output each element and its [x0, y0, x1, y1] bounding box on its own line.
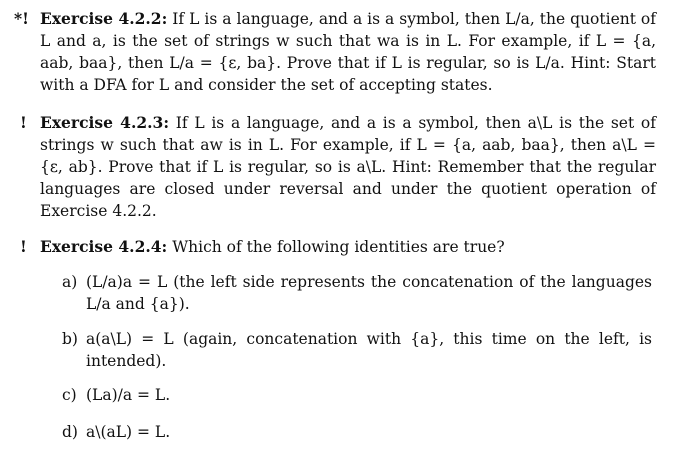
exercise-4-2-3	[14, 112, 656, 222]
exercise-body	[40, 112, 656, 222]
item-label: d)	[62, 423, 78, 441]
item-label: c)	[62, 386, 77, 404]
difficulty-mark: *!	[14, 9, 29, 28]
list-item	[62, 384, 652, 406]
item-text: a(a\L) = L (again, concatenation with {a}, this time on the left, is intended).	[86, 330, 652, 370]
item-text: (L/a)a = L (the left side represents the concatenation of the languages L/a and {a}).	[86, 273, 652, 313]
exercise-text: Which of the following identities are true?	[172, 238, 505, 256]
list-item	[62, 271, 652, 315]
exercise-text: If L is a language, and a is a symbol, then L/a, the quotient of L and a, is the set of strings w such that wa is in L. For example, if L = {a, aab, baa}, then L/a = {ε, ba}. Prove that if L is regular, so is L/a. Hint: Start with a DFA for L and consider the set of accepting states.	[40, 10, 656, 94]
exercise-body	[40, 236, 656, 258]
item-label: a)	[62, 273, 78, 291]
exercise-4-2-2	[14, 8, 656, 96]
exercise-heading: Exercise 4.2.2:	[40, 9, 168, 28]
difficulty-mark: !	[20, 113, 27, 132]
exercise-body	[40, 8, 656, 96]
exercise-text: If L is a language, and a is a symbol, then a\L is the set of strings w such that aw is in L. For example, if L = {a, aab, baa}, then a\L = {ε, ab}. Prove that if L is regular, so is a\L. Hint: Remember that the regular languages are closed under reversal and under the quotient operation of Exercise 4.2.2.	[40, 114, 656, 220]
list-item	[62, 421, 652, 443]
item-label: b)	[62, 330, 78, 348]
exercise-heading: Exercise 4.2.3:	[40, 113, 170, 132]
item-text: a\(aL) = L.	[86, 423, 171, 441]
difficulty-mark: !	[20, 237, 27, 256]
item-text: (La)/a = L.	[86, 386, 171, 404]
exercise-heading: Exercise 4.2.4:	[40, 237, 168, 256]
exercise-4-2-4	[14, 236, 656, 258]
list-item	[62, 328, 652, 372]
